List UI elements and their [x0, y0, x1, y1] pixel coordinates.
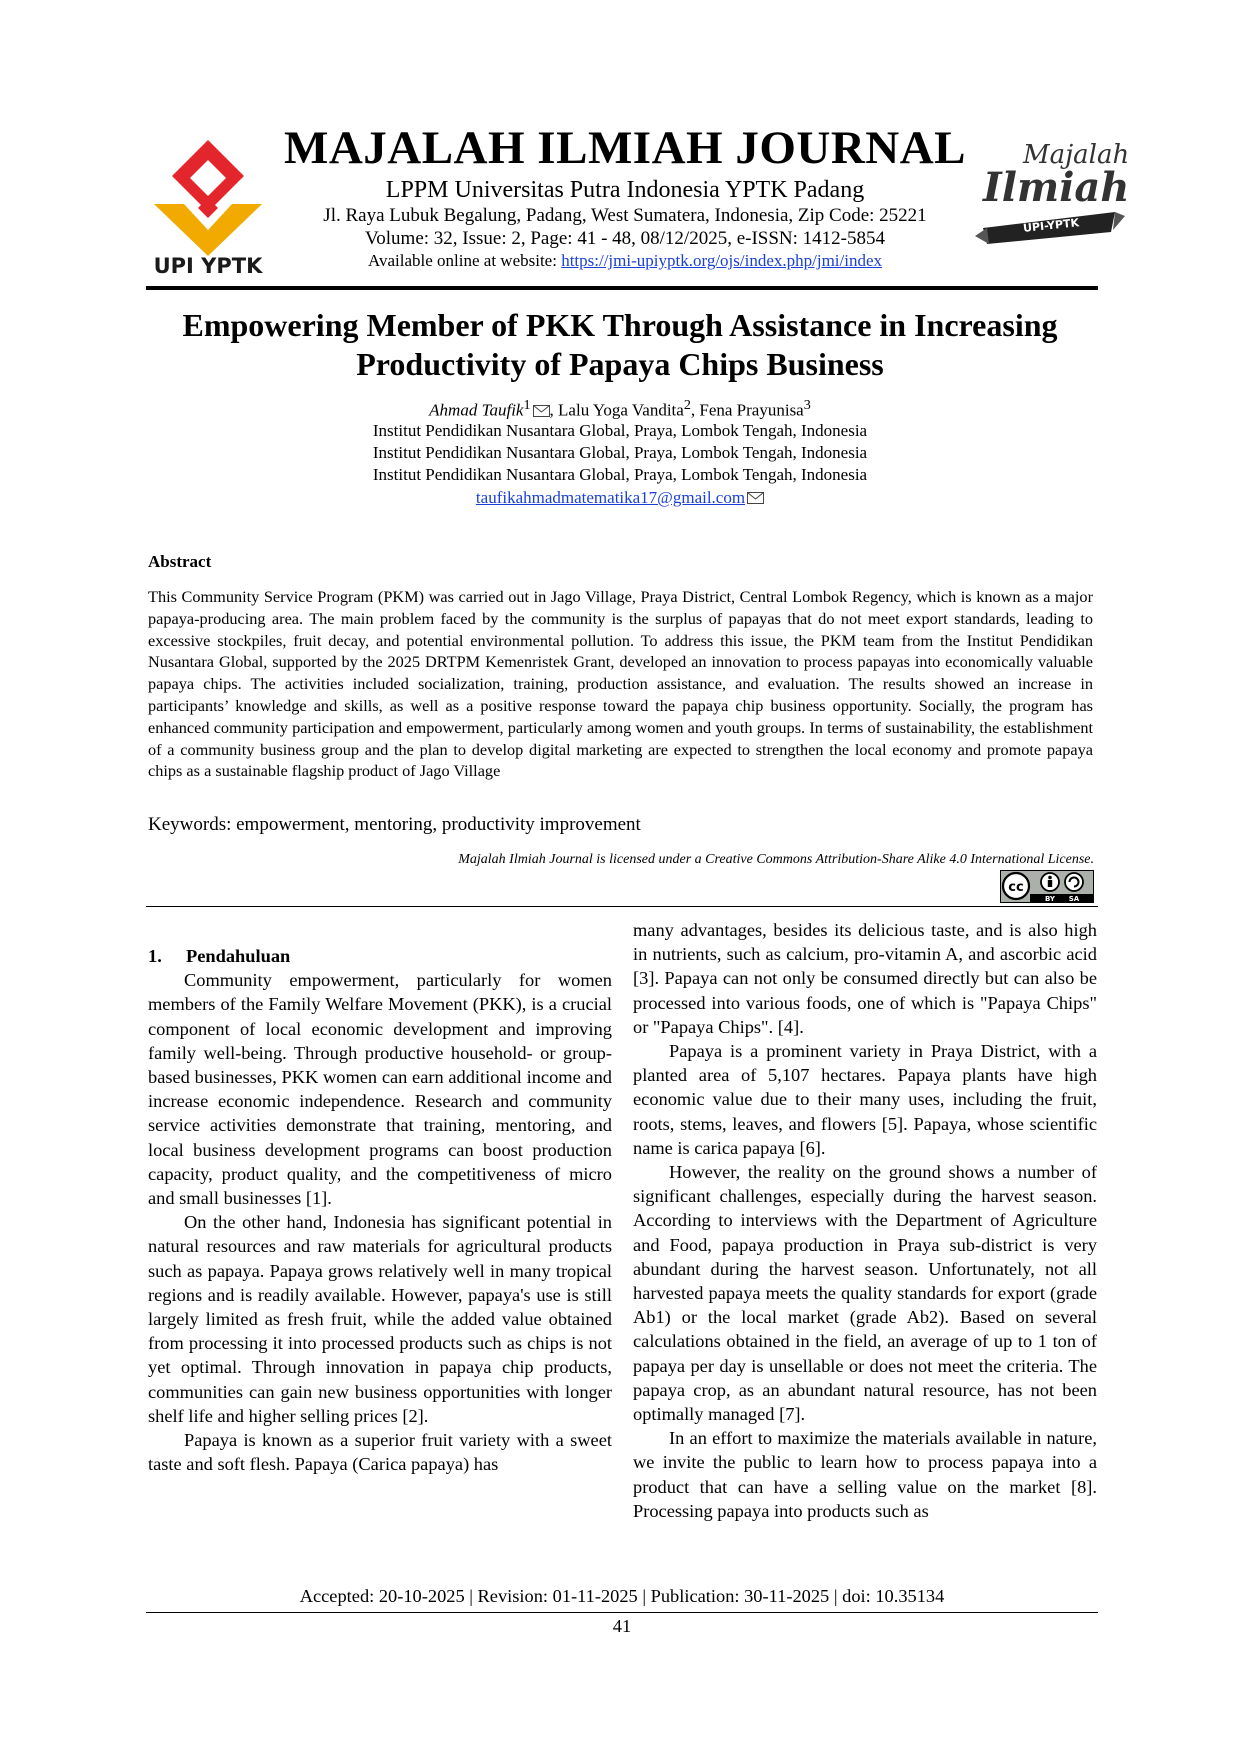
mail-icon	[533, 405, 550, 417]
paper-title-line1: Empowering Member of PKK Through Assistance in Increasing	[182, 307, 1058, 343]
right-column	[633, 918, 1097, 1523]
license-note: Majalah Ilmiah Journal is licensed under a Creative Commons Attribution-Share Alike 4.0 International License.	[458, 852, 1094, 867]
cc-badge-icon	[1000, 870, 1094, 903]
abstract-heading: Abstract	[148, 552, 212, 571]
author-sup: 1	[523, 397, 531, 413]
section-number: 1.	[148, 946, 162, 966]
body-paragraph: On the other hand, Indonesia has significant potential in natural resources and raw materials for agricultural products such as papaya. Papaya grows relatively well in many tropical regions and is readily available. However, papaya's use is still largely limited as fresh fruit, while the added value obtained from processing it into processed products such as chips is not yet optimal. Through innovation in papaya chip products, communities can gain new business opportunities with longer shelf life and higher selling prices [2].	[148, 1212, 612, 1426]
author-list: Ahmad Taufik$^1$ , Lalu Yoga Vandita$^2$, Fena Prayunisa$^3$	[429, 397, 811, 420]
keywords: Keywords: empowerment, mentoring, productivity improvement	[148, 814, 641, 835]
header-divider	[146, 286, 1098, 290]
body-paragraph: Papaya is known as a superior fruit variety with a sweet taste and soft flesh. Papaya (Carica papaya) has	[148, 1430, 612, 1475]
majalah-ilmiah-logo	[975, 140, 1130, 255]
body-paragraph: In an effort to maximize the materials available in nature, we invite the public to learn how to process papaya into a product that can have a selling value on the market [8]. Processing papaya into products such as	[633, 1428, 1097, 1521]
cc-by-sa-badge[interactable]	[1000, 870, 1094, 903]
section-title: Pendahuluan	[186, 946, 291, 966]
cc-by-label: BY	[1044, 895, 1056, 903]
corresponding-email	[130, 488, 1110, 508]
author-sup: 3	[803, 397, 811, 413]
email-link[interactable]: taufikahmadmatematika17@gmail.com	[475, 488, 746, 507]
body-paragraph: Papaya is a prominent variety in Praya District, with a planted area of 5,107 hectares. Papaya plants have high economic value due to their many uses, including the fruit, roots, stems, leaves, and flowers [5]. Papaya, whose scientific name is carica papaya [6].	[633, 1041, 1097, 1158]
mail-icon	[747, 492, 764, 504]
online-prefix: Available online at website:	[367, 251, 562, 270]
journal-website-link[interactable]: https://jmi-upiyptk.org/ojs/index.php/jmi/index	[561, 251, 883, 270]
body-paragraph: Community empowerment, particularly for women members of the Family Welfare Movement (PKK), is a crucial component of local economic development and improving family well-being. Through productive household- or group-based businesses, PKK women can earn additional income and increase economic independence. Research and community service activities demonstrate that training, mentoring, and local business development programs can boost production capacity, product quality, and the competitiveness of micro and small businesses [1].	[148, 970, 612, 1209]
affiliation: Institut Pendidikan Nusantara Global, Praya, Lombok Tengah, Indonesia	[372, 443, 868, 462]
affiliation: Institut Pendidikan Nusantara Global, Praya, Lombok Tengah, Indonesia	[372, 421, 868, 440]
journal-title: MAJALAH ILMIAH JOURNAL	[283, 122, 967, 174]
publication-dates: Accepted: 20-10-2025 | Revision: 01-11-2025 | Publication: 30-11-2025 | doi: 10.35134	[299, 1586, 945, 1606]
cc-sa-label: SA	[1068, 895, 1080, 903]
footer-divider	[146, 1612, 1098, 1613]
logo-right-majalah: Majalah	[1023, 140, 1130, 170]
section-heading	[148, 944, 612, 968]
paper-title	[130, 306, 1110, 384]
journal-address: Jl. Raya Lubuk Begalung, Padang, West Sumatera, Indonesia, Zip Code: 25221	[323, 205, 927, 226]
affiliation-list	[130, 420, 1110, 486]
page-number: 41	[612, 1616, 632, 1636]
journal-institution: LPPM Universitas Putra Indonesia YPTK Padang	[385, 177, 865, 203]
logo-right-ilmiah: Ilmiah	[983, 164, 1130, 211]
logo-left-text: UPI YPTK	[153, 254, 263, 278]
author-name: Ahmad Taufik	[429, 400, 524, 420]
abstract-text: This Community Service Program (PKM) was carried out in Jago Village, Praya District, Central Lombok Regency, which is known as a major papaya-producing area. The main problem faced by the community is the surplus of papayas that do not meet export standards, leading to excessive stockpiles, fruit decay, and potential environmental pollution. To address this issue, the PKM team from the Institut Pendidikan Nusantara Global, supported by the 2025 DRTPM Kemenristek Grant, developed an innovation to process papayas into economically valuable papaya chips. The activities included socialization, training, production assistance, and evaluation. The results showed an increase in participants’ knowledge and skills, as well as a positive response toward the papaya chip business opportunity. Socially, the program has enhanced community participation and empowerment, particularly among women and youth groups. In terms of sustainability, the establishment of a community business group and the plan to develop digital marketing are expected to strengthen the local economy and promote papaya chips as a sustainable flagship product of Jago Village	[148, 587, 1093, 781]
svg-text:cc: cc	[1008, 880, 1024, 895]
affiliation: Institut Pendidikan Nusantara Global, Praya, Lombok Tengah, Indonesia	[372, 465, 868, 484]
upi-yptk-logo	[148, 138, 268, 278]
body-paragraph: However, the reality on the ground shows a number of significant challenges, especially during the harvest season. According to interviews with the Department of Agriculture and Food, papaya production in Praya sub-district is very abundant during the harvest season. Unfortunately, not all harvested papaya meets the quality standards for export (grade Ab1) or the local market (grade Ab2). Based on several calculations obtained in the field, an average of up to 1 ton of papaya per day is unsellable or does not meet the criteria. The papaya crop, as an abundant natural resource, has not been optimally managed [7].	[633, 1162, 1097, 1425]
abstract-divider	[146, 906, 1098, 907]
journal-volume: Volume: 32, Issue: 2, Page: 41 - 48, 08/12/2025, e-ISSN: 1412-5854	[364, 228, 885, 249]
paper-title-line2: Productivity of Papaya Chips Business	[356, 346, 884, 382]
body-paragraph: many advantages, besides its delicious taste, and is also high in nutrients, such as calcium, pro-vitamin A, and ascorbic acid [3]. Papaya can not only be consumed directly but can also be processed into various foods, one of which is "Papaya Chips" or "Papaya Chips". [4].	[633, 920, 1097, 1037]
journal-online-line	[280, 250, 970, 272]
journal-info	[280, 122, 970, 272]
left-column	[148, 944, 612, 1476]
author-name: Fena Prayunisa	[699, 400, 804, 420]
author-name: Lalu Yoga Vandita	[558, 400, 684, 420]
author-sup: 2	[683, 397, 691, 413]
journal-header	[0, 0, 1240, 300]
logo-right-banner: UPI-YPTK	[1022, 216, 1080, 235]
